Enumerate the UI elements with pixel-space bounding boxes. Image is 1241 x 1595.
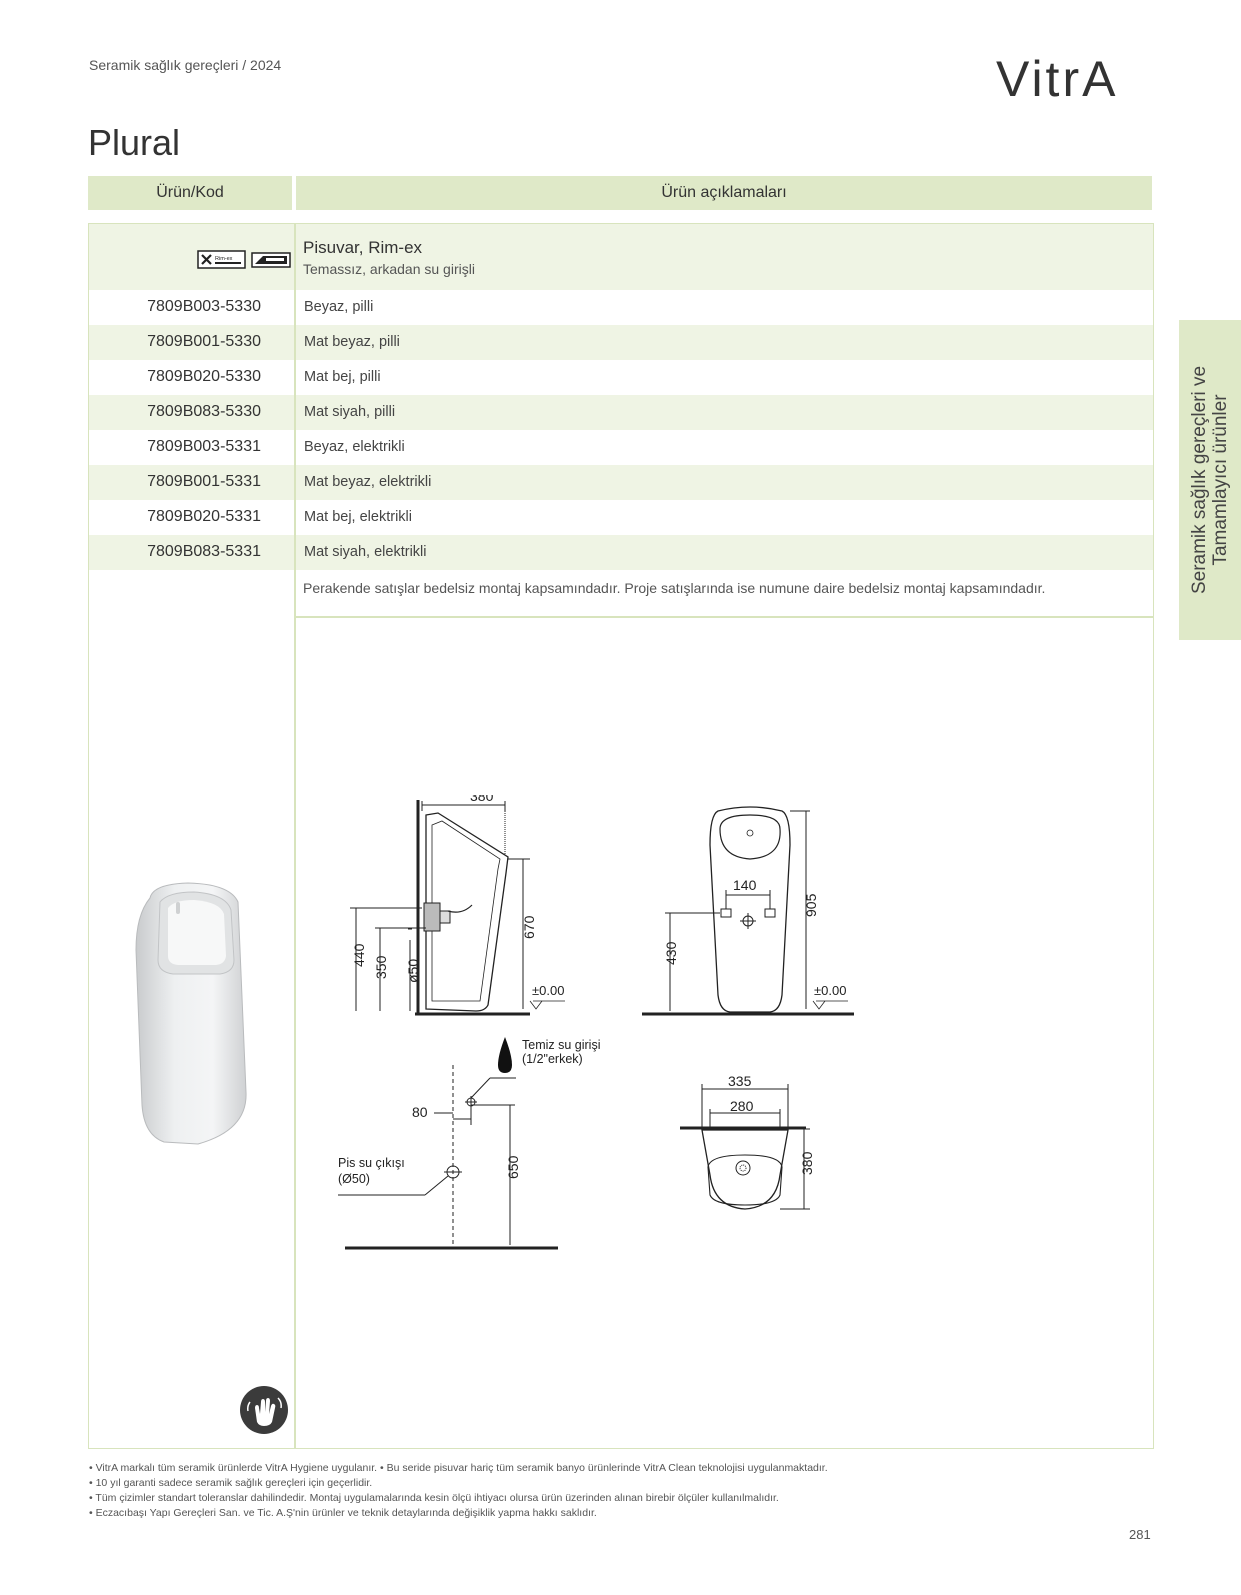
product-photo xyxy=(128,880,258,1155)
table-row xyxy=(89,500,1153,535)
water-inlet-label: Temiz su girişi xyxy=(522,1038,601,1052)
dim-front-level: ±0.00 xyxy=(814,983,847,998)
footnote: • VitrA markalı tüm seramik ürünlerde VitrA Hygiene uygulanır. • Bu seride pisuvar hariç tüm seramik banyo ürünlerinde VitrA Clean teknolojisi uygulanmaktadır. xyxy=(89,1462,828,1474)
dim-side-pipe: ø50 xyxy=(405,958,421,983)
product-desc: Beyaz, elektrikli xyxy=(304,439,405,455)
page-title: Plural xyxy=(88,122,181,163)
product-code: 7809B001-5330 xyxy=(147,333,261,350)
footnote: • Tüm çizimler standart toleranslar dahilindedir. Montaj uygulamalarında kesin ölçü ihtiyacı olursa ürün üzerinden alınan birebir ölçüler kullanılmalıdır. xyxy=(89,1492,779,1504)
column-divider xyxy=(294,223,296,1449)
dim-side-h1: 440 xyxy=(351,943,367,967)
header-category: Seramik sağlık gereçleri / 2024 xyxy=(89,57,282,73)
product-code: 7809B020-5331 xyxy=(147,508,261,525)
product-desc: Mat bej, elektrikli xyxy=(304,509,412,525)
product-desc: Beyaz, pilli xyxy=(304,299,374,315)
column-header-code: Ürün/Kod xyxy=(88,176,292,210)
product-code: 7809B020-5330 xyxy=(147,368,261,385)
side-tab-line2: Tamamlayıcı ürünler xyxy=(1210,394,1231,566)
product-code: 7809B083-5331 xyxy=(147,543,261,560)
side-tab-line1: Seramik sağlık gereçleri ve xyxy=(1189,365,1210,595)
product-desc: Mat siyah, elektrikli xyxy=(304,544,427,560)
waste-outlet-label: Pis su çıkışı xyxy=(338,1156,405,1170)
waste-outlet-size: (Ø50) xyxy=(338,1172,370,1186)
product-subtitle: Temassız, arkadan su girişli xyxy=(303,261,475,277)
side-category-tab xyxy=(1179,320,1241,640)
top-view xyxy=(680,1073,815,1209)
touchless-icon xyxy=(238,1384,290,1441)
table-row xyxy=(89,535,1153,570)
dim-top-depth: 380 xyxy=(799,1151,815,1175)
table-row xyxy=(89,465,1153,500)
product-name: Pisuvar, Rim-ex xyxy=(303,238,423,257)
dim-front-height: 905 xyxy=(803,893,819,917)
dim-front-spacing: 140 xyxy=(733,877,757,893)
table-row xyxy=(89,430,1153,465)
side-view xyxy=(350,795,565,1015)
dim-install-offset: 80 xyxy=(412,1104,428,1120)
dim-side-height: 670 xyxy=(521,915,537,939)
footnote: • Eczacıbaşı Yapı Gereçleri San. ve Tic. A.Ş'nin ürünler ve teknik detaylarında değişiklik yapma hakkı saklıdır. xyxy=(89,1507,597,1519)
installation-note: Perakende satışlar bedelsiz montaj kapsamındadır. Proje satışlarında ise numune daire bedelsiz montaj kapsamındadır. xyxy=(303,580,1046,596)
dim-top-outer: 335 xyxy=(728,1073,752,1089)
dim-side-width: 380 xyxy=(470,795,494,804)
table-row xyxy=(89,325,1153,360)
page-number: 281 xyxy=(1129,1527,1151,1542)
dim-top-inner: 280 xyxy=(730,1098,754,1114)
table-row xyxy=(89,395,1153,430)
dim-side-h2: 350 xyxy=(373,955,389,979)
footnote: • 10 yıl garanti sadece seramik sağlık gereçleri için geçerlidir. xyxy=(89,1477,373,1489)
brand-logo: VitrA xyxy=(996,51,1119,107)
footnotes xyxy=(89,1461,828,1521)
product-desc: Mat beyaz, pilli xyxy=(304,334,400,350)
front-view xyxy=(642,807,854,1014)
dim-install-height: 650 xyxy=(505,1155,521,1179)
product-desc: Mat siyah, pilli xyxy=(304,404,396,420)
rimex-badge-text: Rim-ex xyxy=(215,256,233,262)
product-code: 7809B003-5331 xyxy=(147,438,261,455)
product-code: 7809B003-5330 xyxy=(147,298,261,315)
technical-drawing xyxy=(330,795,870,1280)
water-inlet-size: (1/2"erkek) xyxy=(522,1052,583,1066)
table-row xyxy=(89,290,1153,325)
install-view xyxy=(338,1037,601,1248)
rimex-badge xyxy=(197,250,293,275)
product-code: 7809B083-5330 xyxy=(147,403,261,420)
column-header-description: Ürün açıklamaları xyxy=(296,176,1152,210)
divider xyxy=(296,616,1153,618)
dim-front-h1: 430 xyxy=(663,941,679,965)
product-code: 7809B001-5331 xyxy=(147,473,261,490)
product-desc: Mat beyaz, elektrikli xyxy=(304,474,432,490)
table-row xyxy=(89,360,1153,395)
product-desc: Mat bej, pilli xyxy=(304,369,381,385)
dim-side-level: ±0.00 xyxy=(532,983,565,998)
